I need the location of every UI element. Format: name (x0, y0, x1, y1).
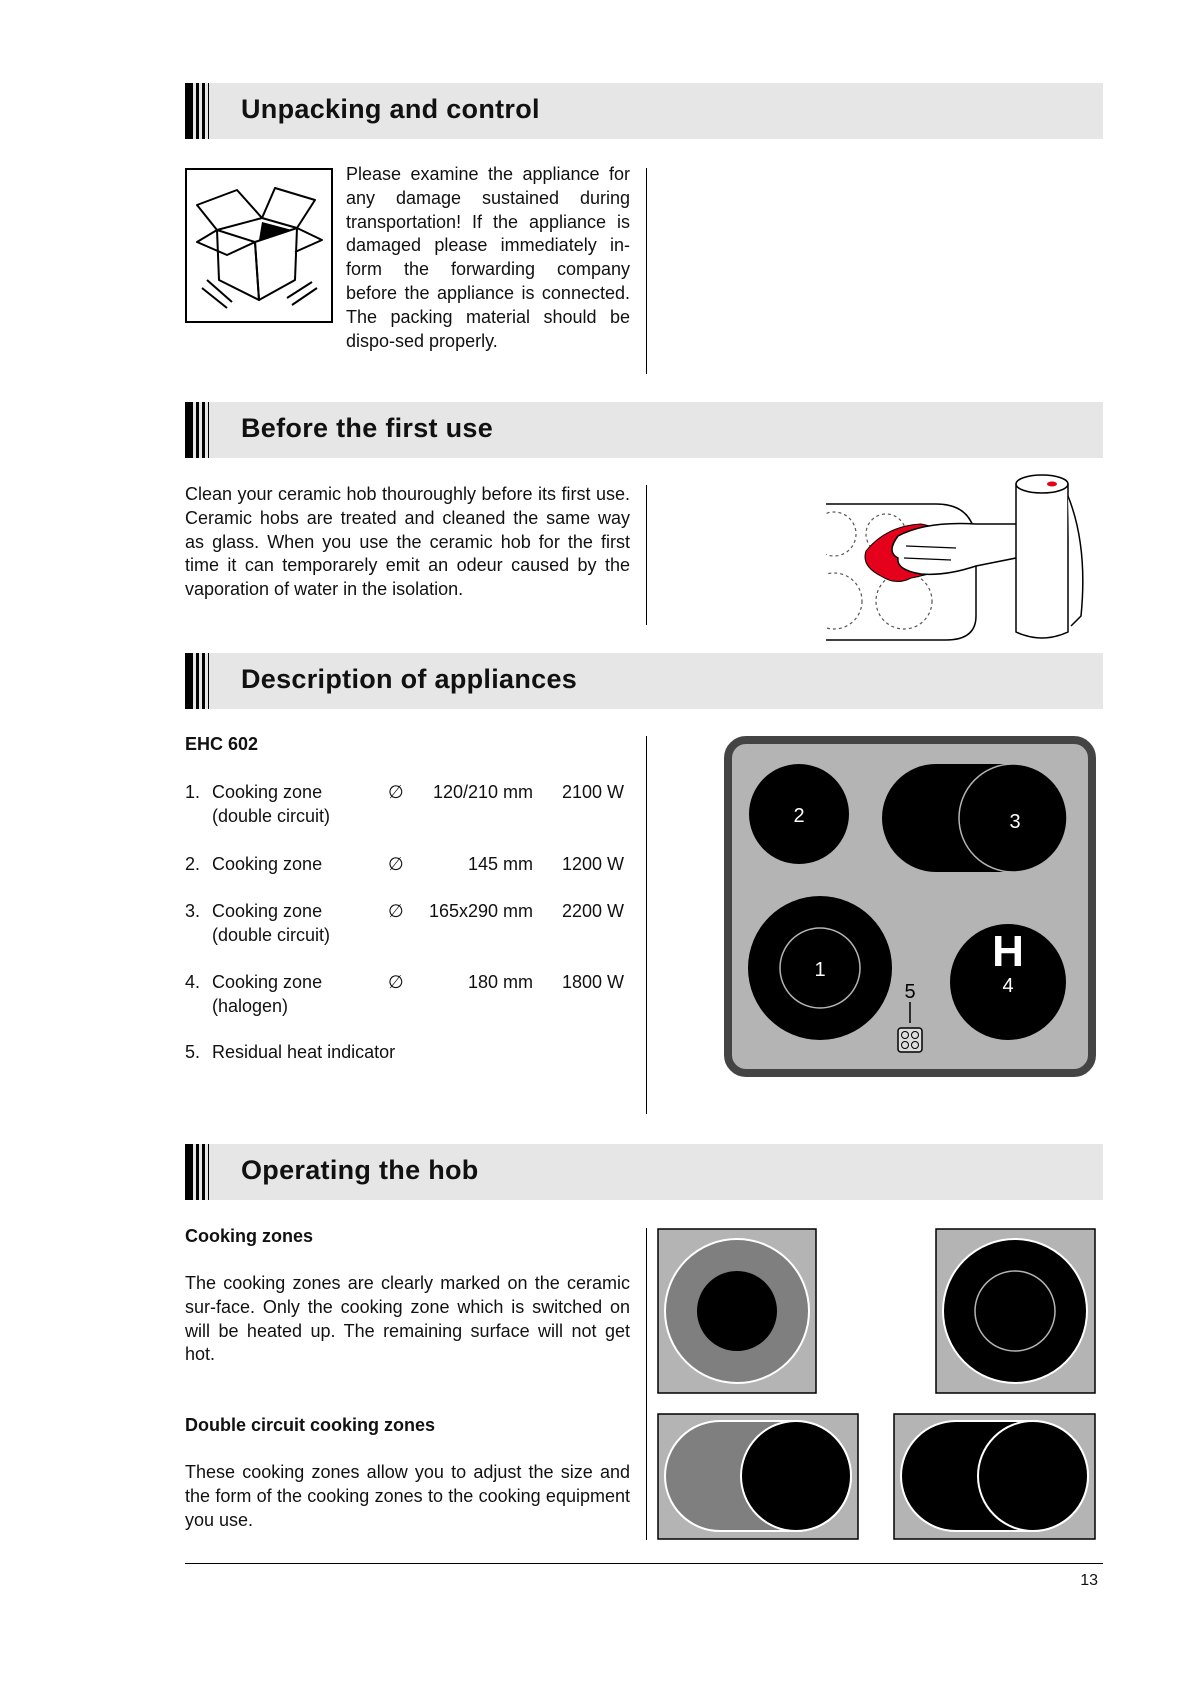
spec-sub: (double circuit) (212, 925, 331, 945)
zone-label-1: 1 (814, 959, 826, 981)
hob-diagram (724, 736, 1096, 1077)
zone-label-2: 2 (793, 805, 805, 827)
model-name: EHC 602 (185, 734, 259, 754)
spec-power: 2200 W (561, 901, 624, 921)
section-title: Operating the hob (241, 1155, 479, 1185)
zone-label-5: 5 (904, 981, 916, 1003)
residual-heat-indicator (898, 1028, 922, 1052)
spec-sub: (halogen) (212, 996, 289, 1016)
spec-num: 5. (185, 1042, 201, 1062)
section-title: Before the first use (241, 413, 494, 443)
cooking-zones-text: The cooking zones are clearly marked on the ceramic sur-face. Only the cooking zone which is switched on will be heated up. The remaining surface will not get hot. (185, 1273, 630, 1365)
zone-diagram-single-outer (935, 1228, 1096, 1394)
footer-rule (185, 1563, 1103, 1564)
spec-size: 145 mm (467, 854, 533, 874)
column-divider (646, 736, 647, 1114)
zone-diagram-double-large (893, 1413, 1096, 1540)
section-title: Unpacking and control (241, 94, 540, 124)
spec-name: Cooking zone (212, 901, 323, 921)
double-circuit-text: These cooking zones allow you to adjust the size and the form of the cooking zones to the cooking equipment you use. (185, 1462, 630, 1530)
zone-label-4: 4 (1002, 975, 1014, 997)
section-title: Description of appliances (241, 664, 578, 694)
spec-power: 2100 W (561, 782, 624, 802)
zone-diagram-single-inner (657, 1228, 817, 1394)
halogen-icon: H (992, 927, 1024, 976)
column-divider (646, 1228, 647, 1540)
diameter-icon: ∅ (388, 972, 404, 992)
first-use-text: Clean your ceramic hob thouroughly before its first use. Ceramic hobs are treated and cleaned the same way as glass. When you use the ceramic hob for the first time it can temporarely emit an odeur caused by the vaporation of water in the isolation. (185, 484, 630, 600)
spec-power: 1800 W (561, 972, 624, 992)
spec-size: 180 mm (467, 972, 533, 992)
spec-name: Cooking zone (212, 972, 323, 992)
page-number: 13 (1080, 1572, 1098, 1589)
section-header-first-use (185, 402, 1103, 458)
header-bars-icon (185, 653, 211, 709)
spec-power: 1200 W (561, 854, 624, 874)
diameter-icon: ∅ (388, 901, 404, 921)
spec-size: 120/210 mm (432, 782, 533, 802)
spec-name: Residual heat indicator (212, 1042, 396, 1062)
header-bars-icon (185, 1144, 211, 1200)
spec-sub: (double circuit) (212, 806, 331, 826)
column-divider (646, 485, 647, 625)
cleaning-illustration (826, 466, 1094, 644)
header-bars-icon (185, 83, 211, 139)
box-illustration (185, 168, 333, 323)
spec-num: 3. (185, 901, 201, 921)
column-divider (646, 168, 647, 374)
diameter-icon: ∅ (388, 854, 404, 874)
zone-label-3: 3 (1009, 811, 1021, 833)
section-header-description (185, 653, 1103, 709)
spec-num: 4. (185, 972, 201, 992)
double-circuit-heading: Double circuit cooking zones (185, 1415, 436, 1435)
section-header-unpacking (185, 83, 1103, 139)
spec-num: 2. (185, 854, 201, 874)
cooking-zones-heading: Cooking zones (185, 1226, 314, 1246)
unpacking-text: Please examine the appliance for any damage sustained during transportation! If the appliance is damaged please immediately in-form the forwarding company before the appliance is connected. The packing material should be dispo-sed properly. (346, 164, 630, 351)
diameter-icon: ∅ (388, 782, 404, 802)
spec-num: 1. (185, 782, 201, 802)
header-bars-icon (185, 402, 211, 458)
section-header-operating (185, 1144, 1103, 1200)
spec-size: 165x290 mm (428, 901, 533, 921)
spec-name: Cooking zone (212, 854, 323, 874)
zone-diagram-double-small (657, 1413, 859, 1540)
spec-name: Cooking zone (212, 782, 323, 802)
